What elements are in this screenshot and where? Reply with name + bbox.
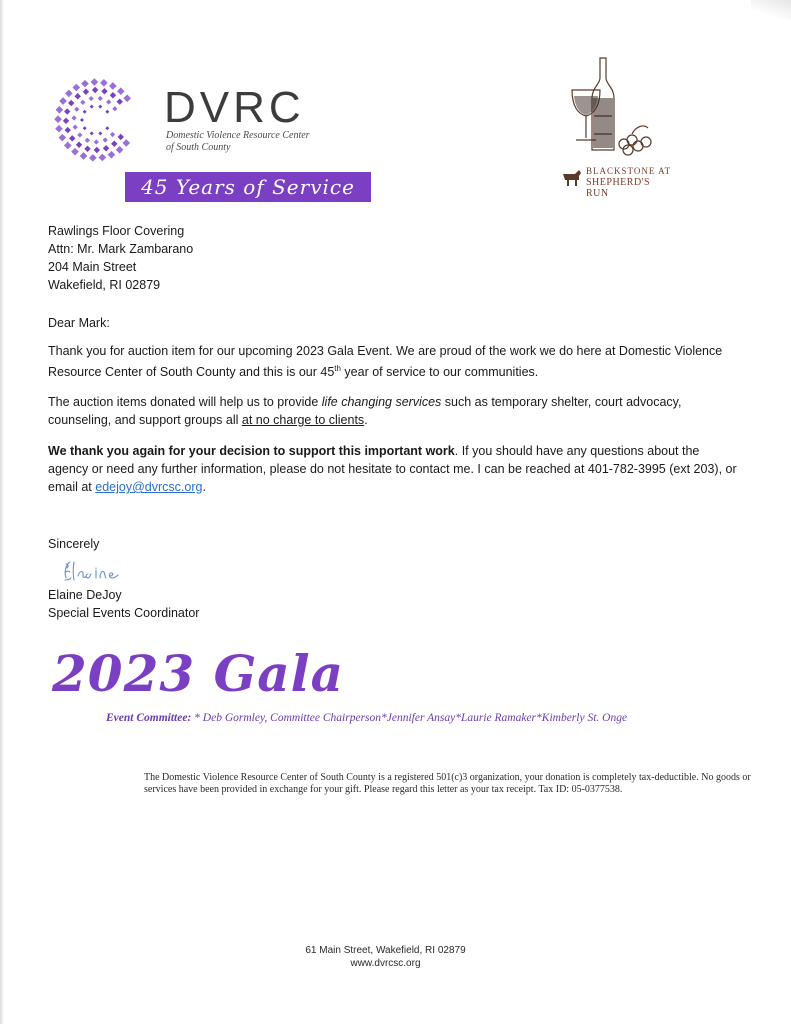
flower-petal <box>99 154 107 162</box>
closing: Sincerely <box>48 537 100 551</box>
logo-subtitle-line2: of South County <box>166 142 231 153</box>
handwritten-signature <box>60 556 140 586</box>
flower-petal <box>91 78 99 86</box>
years-of-service-banner: 45 Years of Service <box>125 172 371 202</box>
flower-petal <box>85 138 90 143</box>
flower-petal <box>74 107 79 112</box>
p3-bold-thanks: We thank you again for your decision to support this important work <box>48 444 455 458</box>
flower-petal <box>100 79 108 87</box>
flower-petal <box>59 97 67 105</box>
p2-italic-services: life changing services <box>321 395 442 409</box>
flower-petal <box>59 134 67 142</box>
flower-petal <box>77 132 82 137</box>
flower-petal <box>94 147 100 153</box>
footer-website: www.dvrcsc.org <box>350 958 421 969</box>
flower-petal <box>101 88 107 94</box>
flower-petal <box>118 134 124 140</box>
paragraph-contact <box>48 442 738 496</box>
recipient-company: Rawlings Floor Covering <box>48 224 185 238</box>
flower-petal <box>90 105 94 109</box>
p3-text-b: . <box>202 480 206 494</box>
flower-petal <box>122 139 130 147</box>
flower-petal <box>64 142 72 150</box>
paragraph-auction-items <box>48 393 738 429</box>
recipient-address <box>48 222 193 294</box>
flower-petal <box>116 146 124 154</box>
p1-text-b: year of service to our communities. <box>340 365 539 380</box>
signer-name: Elaine DeJoy <box>48 588 122 602</box>
recipient-street: 204 Main Street <box>48 260 137 274</box>
flower-petal <box>56 106 64 114</box>
paragraph-thank-you <box>48 342 738 381</box>
flower-petal <box>74 93 80 99</box>
flower-petal <box>90 131 94 135</box>
flower-petal <box>94 139 99 144</box>
p1-text-a: Thank you for auction item for our upcoming 2023 Gala Event. We are proud of the work we do here at Domestic Violence Resource Center of South County and this is our 45 <box>48 344 723 380</box>
flower-petal <box>89 96 94 101</box>
flower-petal <box>81 80 89 88</box>
p2-text-b: such as temporary shelter, court advocacy, counseling, and support groups all <box>48 395 682 427</box>
page-curl <box>751 0 791 20</box>
flower-petal <box>71 148 79 156</box>
gala-title: 2023 Gala <box>52 644 345 703</box>
flower-petal <box>64 108 70 114</box>
flower-petal <box>108 151 116 159</box>
flower-petal <box>72 84 80 92</box>
flower-petal <box>80 118 84 122</box>
flower-petal <box>65 90 73 98</box>
flower-petal <box>106 99 111 104</box>
p2-text-c: . <box>364 413 368 427</box>
recipient-attn: Attn: Mr. Mark Zambarano <box>48 242 194 256</box>
flower-petal <box>98 96 103 101</box>
flower-petal <box>71 115 76 120</box>
flower-petal <box>80 152 88 160</box>
flower-petal <box>123 94 131 102</box>
signer-title: Special Events Coordinator <box>48 606 200 620</box>
tax-disclaimer: The Domestic Violence Resource Center of South County is a registered 501(c)3 organization, your donation is completely tax-deductible. No goods or services have been provided in exchange for your gift. Please regard this letter as your tax receipt. Tax ID: 05-0377538. <box>144 772 751 795</box>
flower-petal <box>112 106 117 111</box>
flower-petal <box>110 92 116 98</box>
flower-petal <box>84 146 90 152</box>
flower-petal <box>76 142 82 148</box>
p2-no-charge: at no charge to clients <box>241 413 365 427</box>
salutation: Dear Mark: <box>48 316 110 330</box>
flower-petal <box>83 126 87 130</box>
signer-block <box>48 586 199 622</box>
wine-bottle-glass-icon <box>562 56 662 160</box>
committee-members: * Deb Gormley, Committee Chairperson*Jennifer Ansay*Laurie Ramaker*Kimberly St. Onge <box>194 712 628 724</box>
p1-superscript: th <box>334 364 341 373</box>
flower-petal <box>111 141 117 147</box>
flower-petal <box>103 137 108 142</box>
logo-subtitle-line1: Domestic Violence Resource Center <box>166 130 310 141</box>
sponsor-line1: BLACKSTONE AT <box>586 166 672 176</box>
flower-petal <box>110 132 115 137</box>
flower-petal <box>73 124 78 129</box>
dvrc-flower-icon <box>48 76 148 166</box>
p3-text-a: . If you should have any questions about the agency or need any further information, please do not hesitate to contact me. I can be reached at 401-782-3995 (ext 203), or email at <box>48 444 737 494</box>
goat-icon <box>560 168 584 188</box>
dvrc-logo-text: DVRC <box>164 83 305 132</box>
footer-address: 61 Main Street, Wakefield, RI 02879 <box>305 945 466 956</box>
flower-petal <box>89 154 97 162</box>
flower-petal <box>63 118 69 124</box>
flower-petal <box>117 98 123 104</box>
flower-petal <box>80 100 85 105</box>
flower-petal <box>55 125 63 133</box>
flower-petal <box>83 89 89 95</box>
flower-petal <box>109 82 117 90</box>
flower-petal <box>105 110 109 114</box>
blackstone-name <box>586 166 672 199</box>
recipient-city: Wakefield, RI 02879 <box>48 278 161 292</box>
flower-petal <box>117 87 125 95</box>
flower-petal <box>105 126 109 130</box>
page-edge-shadow <box>0 0 4 1024</box>
committee-label: Event Committee: <box>106 712 192 724</box>
flower-petal <box>54 115 62 123</box>
flower-petal <box>98 131 102 135</box>
flower-petal <box>68 100 74 106</box>
blackstone-logo <box>556 56 676 199</box>
flower-petal <box>65 127 71 133</box>
event-committee <box>106 712 706 724</box>
flower-petal <box>69 135 75 141</box>
flower-petal <box>83 110 87 114</box>
flower-petal <box>103 145 109 151</box>
p2-text-a: The auction items donated will help us to provide <box>48 395 322 409</box>
flower-petal <box>92 87 98 93</box>
dvrc-logo-subtitle <box>166 130 386 154</box>
flower-petal <box>98 105 102 109</box>
sponsor-line2: SHEPHERD'S RUN <box>586 177 651 199</box>
footer <box>0 944 791 970</box>
email-link[interactable]: edejoy@dvrcsc.org <box>95 480 203 494</box>
